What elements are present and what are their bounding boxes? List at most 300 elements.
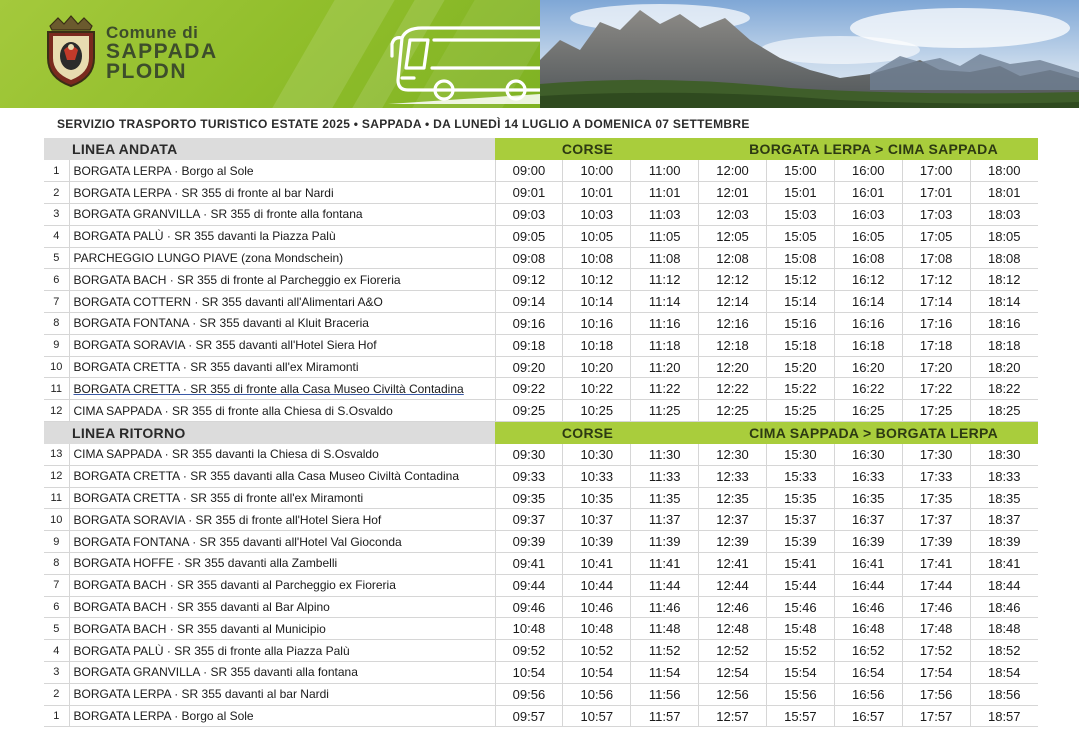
departure-time: 09:00 [495,160,563,182]
departure-time: 15:05 [766,225,834,247]
andata-direction-label: BORGATA LERPA > CIMA SAPPADA [749,141,999,157]
departure-time: 09:41 [495,553,563,575]
departure-time: 11:16 [631,313,699,335]
departure-time: 09:22 [495,378,563,400]
departure-time: 15:22 [766,378,834,400]
departure-time: 12:30 [699,444,767,466]
stop-name [69,509,495,531]
departure-time: 12:41 [699,553,767,575]
departure-time: 12:52 [699,640,767,662]
stop-number: 7 [44,291,69,313]
stop-place: BORGATA SORAVIA [73,512,185,527]
departure-time: 17:01 [902,182,970,204]
departure-time: 16:54 [834,662,902,684]
departure-time: 09:14 [495,291,563,313]
stop-name [69,574,495,596]
departure-time: 10:44 [563,574,631,596]
stop-name [69,553,495,575]
header-banner [0,0,1079,108]
andata-direction-bar [495,138,1038,160]
table-row [44,400,1038,422]
departure-time: 16:20 [834,356,902,378]
stop-name [69,465,495,487]
departure-time: 11:44 [631,574,699,596]
stop-number: 8 [44,553,69,575]
stop-separator: · [170,163,182,178]
departure-time: 09:08 [495,247,563,269]
stop-place: BORGATA FONTANA [73,316,189,331]
stop-location: (zona Mondschein) [241,251,344,266]
mountain-photo [540,0,1079,108]
departure-time: 16:16 [834,313,902,335]
stop-separator: · [184,512,196,527]
departure-time: 16:00 [834,160,902,182]
departure-time: 15:48 [766,618,834,640]
departure-time: 10:52 [563,640,631,662]
stop-place: BORGATA GRANVILLA [73,665,200,680]
stop-separator: · [166,621,178,636]
stop-separator: · [184,338,196,353]
departure-time: 18:22 [970,378,1038,400]
departure-time: 16:48 [834,618,902,640]
stop-name [69,531,495,553]
departure-time: 16:08 [834,247,902,269]
departure-time: 10:00 [563,160,631,182]
table-row [44,182,1038,204]
departure-time: 16:12 [834,269,902,291]
stop-name [69,378,495,400]
stop-place: BORGATA PALÙ [73,229,164,244]
stop-number: 10 [44,509,69,531]
departure-time: 15:20 [766,356,834,378]
departure-time: 18:56 [970,683,1038,705]
stop-place: BORGATA BACH [73,272,167,287]
departure-time: 09:46 [495,596,563,618]
stop-separator: · [166,578,178,593]
departure-time: 10:41 [563,553,631,575]
stop-number: 12 [44,400,69,422]
stop-name [69,269,495,291]
departure-time: 16:03 [834,204,902,226]
table-row [44,531,1038,553]
departure-time: 16:57 [834,705,902,727]
table-row [44,509,1038,531]
stop-separator: · [179,381,191,396]
stop-place: BORGATA LERPA [73,709,171,724]
stop-separator: · [163,229,175,244]
departure-time: 17:00 [902,160,970,182]
departure-time: 16:44 [834,574,902,596]
departure-time: 18:35 [970,487,1038,509]
departure-time: 11:20 [631,356,699,378]
stop-number: 12 [44,465,69,487]
stop-place: BORGATA PALÙ [73,643,164,658]
departure-time: 09:37 [495,509,563,531]
table-row [44,225,1038,247]
stop-location: SR 355 davanti la Piazza Palù [174,229,336,244]
stop-place: BORGATA GRANVILLA [73,207,200,222]
stop-place: BORGATA BACH [73,600,167,615]
departure-time: 10:01 [563,182,631,204]
stop-separator: · [163,643,175,658]
departure-time: 17:25 [902,400,970,422]
stop-name [69,705,495,727]
departure-time: 09:16 [495,313,563,335]
stop-location: SR 355 davanti al Municipio [177,621,326,636]
departure-time: 18:18 [970,334,1038,356]
stop-place: CIMA SAPPADA [73,403,162,418]
stop-name [69,618,495,640]
departure-time: 09:25 [495,400,563,422]
stop-location: SR 355 di fronte all'ex Miramonti [190,491,364,506]
departure-time: 16:30 [834,444,902,466]
stop-place: BORGATA BACH [73,578,167,593]
departure-time: 09:20 [495,356,563,378]
stop-location: SR 355 davanti all'Hotel Siera Hof [195,338,377,353]
stop-name [69,313,495,335]
table-row [44,487,1038,509]
departure-time: 11:05 [631,225,699,247]
departure-time: 17:57 [902,705,970,727]
departure-time: 12:35 [699,487,767,509]
bus-icon [388,18,540,104]
stop-number: 10 [44,356,69,378]
table-row [44,465,1038,487]
departure-time: 17:22 [902,378,970,400]
departure-time: 11:18 [631,334,699,356]
departure-time: 15:52 [766,640,834,662]
departure-time: 15:16 [766,313,834,335]
table-row [44,574,1038,596]
departure-time: 12:12 [699,269,767,291]
stop-separator: · [188,534,200,549]
departure-time: 12:44 [699,574,767,596]
departure-time: 12:05 [699,225,767,247]
brand-line-3: PLODN [106,60,187,83]
stop-place: CIMA SAPPADA [73,447,162,462]
departure-time: 17:48 [902,618,970,640]
departure-time: 09:44 [495,574,563,596]
stop-location: SR 355 davanti all'ex Miramonti [190,360,359,375]
ritorno-corse-label: CORSE [561,424,614,441]
departure-time: 11:08 [631,247,699,269]
departure-time: 10:16 [563,313,631,335]
stop-place: BORGATA CRETTA [73,469,180,484]
departure-time: 17:52 [902,640,970,662]
stop-location: SR 355 di fronte alla Casa Museo Civiltà Contadina [190,381,464,396]
departure-time: 11:35 [631,487,699,509]
departure-time: 10:39 [563,531,631,553]
departure-time: 15:54 [766,662,834,684]
departure-time: 15:12 [766,269,834,291]
stop-place: BORGATA HOFFE [73,556,174,571]
stop-separator: · [191,294,202,309]
departure-time: 16:18 [834,334,902,356]
departure-time: 10:14 [563,291,631,313]
departure-time: 11:39 [631,531,699,553]
departure-time: 11:03 [631,204,699,226]
departure-time: 12:22 [699,378,767,400]
stop-location: SR 355 di fronte all'Hotel Siera Hof [195,512,382,527]
stop-place: BORGATA COTTERN [73,294,192,309]
stop-name [69,182,495,204]
departure-time: 15:01 [766,182,834,204]
stop-name [69,247,495,269]
departure-time: 10:37 [563,509,631,531]
departure-time: 18:16 [970,313,1038,335]
stop-number: 7 [44,574,69,596]
stop-name [69,204,495,226]
departure-time: 10:33 [563,465,631,487]
departure-time: 11:57 [631,705,699,727]
departure-time: 18:33 [970,465,1038,487]
departure-time: 10:48 [563,618,631,640]
stop-name [69,400,495,422]
table-row [44,204,1038,226]
departure-time: 16:37 [834,509,902,531]
departure-time: 10:56 [563,683,631,705]
andata-label: LINEA ANDATA [44,138,495,160]
departure-time: 10:30 [563,444,631,466]
stop-place: PARCHEGGIO LUNGO PIAVE [73,251,238,266]
departure-time: 12:39 [699,531,767,553]
departure-time: 11:41 [631,553,699,575]
stop-place: BORGATA LERPA [73,163,171,178]
stop-place: BORGATA LERPA [73,185,171,200]
stop-place: BORGATA SORAVIA [73,338,185,353]
timetable-body [44,138,1038,727]
table-row [44,683,1038,705]
table-row [44,444,1038,466]
stop-separator: · [173,556,185,571]
departure-time: 15:33 [766,465,834,487]
stop-separator: · [188,316,200,331]
departure-time: 11:46 [631,596,699,618]
departure-time: 10:18 [563,334,631,356]
departure-time: 16:46 [834,596,902,618]
departure-time: 12:20 [699,356,767,378]
departure-time: 17:08 [902,247,970,269]
brand-line-1: Comune di [106,23,199,42]
stop-name [69,487,495,509]
departure-time: 17:35 [902,487,970,509]
departure-time: 10:46 [563,596,631,618]
departure-time: 18:52 [970,640,1038,662]
departure-time: 11:56 [631,683,699,705]
departure-time: 15:41 [766,553,834,575]
departure-time: 10:12 [563,269,631,291]
banner-green-panel [0,0,540,108]
stop-number: 6 [44,269,69,291]
departure-time: 09:03 [495,204,563,226]
stop-name [69,334,495,356]
departure-time: 12:00 [699,160,767,182]
departure-time: 18:30 [970,444,1038,466]
departure-time: 18:44 [970,574,1038,596]
departure-time: 16:22 [834,378,902,400]
departure-time: 18:14 [970,291,1038,313]
departure-time: 12:14 [699,291,767,313]
departure-time: 11:12 [631,269,699,291]
departure-time: 09:30 [495,444,563,466]
stop-separator: · [161,447,172,462]
departure-time: 15:00 [766,160,834,182]
departure-time: 18:37 [970,509,1038,531]
stop-place: BORGATA BACH [73,621,167,636]
stop-name [69,291,495,313]
departure-time: 15:18 [766,334,834,356]
departure-time: 09:52 [495,640,563,662]
stop-location: SR 355 davanti al Parcheggio ex Fioreria [177,578,396,593]
departure-time: 17:12 [902,269,970,291]
departure-time: 10:08 [563,247,631,269]
stop-number: 5 [44,247,69,269]
stop-place: BORGATA FONTANA [73,534,189,549]
departure-time: 12:46 [699,596,767,618]
departure-time: 16:41 [834,553,902,575]
departure-time: 09:01 [495,182,563,204]
departure-time: 09:57 [495,705,563,727]
departure-time: 17:33 [902,465,970,487]
departure-time: 18:20 [970,356,1038,378]
stop-number: 11 [44,378,69,400]
table-row [44,640,1038,662]
departure-time: 10:48 [495,618,563,640]
departure-time: 15:25 [766,400,834,422]
stop-separator: · [166,600,178,615]
departure-time: 18:57 [970,705,1038,727]
stop-place: BORGATA CRETTA [73,491,180,506]
departure-time: 17:30 [902,444,970,466]
stop-separator: · [170,185,182,200]
departure-time: 16:05 [834,225,902,247]
stop-name [69,356,495,378]
departure-time: 18:54 [970,662,1038,684]
departure-time: 09:12 [495,269,563,291]
table-row [44,596,1038,618]
stop-number: 3 [44,204,69,226]
stop-number: 1 [44,160,69,182]
departure-time: 15:35 [766,487,834,509]
departure-time: 15:46 [766,596,834,618]
table-row [44,356,1038,378]
stop-separator: · [179,469,191,484]
ritorno-section-header [44,422,1038,444]
departure-time: 12:33 [699,465,767,487]
departure-time: 18:03 [970,204,1038,226]
stop-number: 9 [44,334,69,356]
departure-time: 17:16 [902,313,970,335]
departure-time: 18:00 [970,160,1038,182]
table-row [44,160,1038,182]
departure-time: 12:08 [699,247,767,269]
stop-separator: · [179,360,191,375]
stop-name [69,683,495,705]
departure-time: 12:01 [699,182,767,204]
departure-time: 09:56 [495,683,563,705]
departure-time: 17:20 [902,356,970,378]
departure-time: 16:14 [834,291,902,313]
table-row [44,247,1038,269]
timetable [44,138,1038,727]
departure-time: 11:01 [631,182,699,204]
departure-time: 15:56 [766,683,834,705]
departure-time: 11:54 [631,662,699,684]
departure-time: 15:37 [766,509,834,531]
stop-location: SR 355 davanti la Chiesa di S.Osvaldo [171,447,379,462]
departure-time: 17:44 [902,574,970,596]
departure-time: 17:37 [902,509,970,531]
departure-time: 16:01 [834,182,902,204]
departure-time: 17:46 [902,596,970,618]
departure-time: 18:25 [970,400,1038,422]
table-row [44,705,1038,727]
table-row [44,334,1038,356]
departure-time: 16:52 [834,640,902,662]
table-row [44,553,1038,575]
departure-time: 10:20 [563,356,631,378]
departure-time: 09:39 [495,531,563,553]
departure-time: 16:39 [834,531,902,553]
departure-time: 12:37 [699,509,767,531]
departure-time: 10:25 [563,400,631,422]
stop-separator: · [166,272,178,287]
departure-time: 17:39 [902,531,970,553]
ritorno-direction-bar [495,422,1038,444]
departure-time: 17:03 [902,204,970,226]
departure-time: 18:46 [970,596,1038,618]
departure-time: 09:18 [495,334,563,356]
departure-time: 11:30 [631,444,699,466]
departure-time: 09:05 [495,225,563,247]
stop-location: SR 355 di fronte alla Chiesa di S.Osvaldo [171,403,393,418]
departure-time: 11:25 [631,400,699,422]
departure-time: 10:57 [563,705,631,727]
andata-corse-label: CORSE [561,141,614,157]
stop-place: BORGATA LERPA [73,687,171,702]
stop-location: SR 355 davanti alla Casa Museo Civiltà Contadina [190,469,460,484]
stop-location: SR 355 di fronte alla fontana [210,207,363,222]
departure-time: 11:37 [631,509,699,531]
brand-line-2: SAPPADA [106,40,218,63]
stop-number: 1 [44,705,69,727]
departure-time: 15:14 [766,291,834,313]
stop-name [69,225,495,247]
stop-name [69,160,495,182]
departure-time: 16:56 [834,683,902,705]
ritorno-direction-label: CIMA SAPPADA > BORGATA LERPA [749,424,999,441]
departure-time: 12:25 [699,400,767,422]
departure-time: 18:41 [970,553,1038,575]
departure-time: 16:35 [834,487,902,509]
table-row [44,269,1038,291]
ritorno-label: LINEA RITORNO [44,422,495,444]
stop-number: 4 [44,225,69,247]
andata-section-header [44,138,1038,160]
stop-location: SR 355 davanti al bar Nardi [181,687,329,702]
departure-time: 17:05 [902,225,970,247]
stop-location: SR 355 davanti all'Alimentari A&O [201,294,383,309]
stop-place: BORGATA CRETTA [73,360,180,375]
departure-time: 17:41 [902,553,970,575]
departure-time: 11:00 [631,160,699,182]
departure-time: 17:56 [902,683,970,705]
departure-time: 10:22 [563,378,631,400]
stop-location: Borgo al Sole [181,163,254,178]
departure-time: 15:30 [766,444,834,466]
stop-location: SR 355 davanti all'Hotel Val Gioconda [199,534,402,549]
departure-time: 18:01 [970,182,1038,204]
